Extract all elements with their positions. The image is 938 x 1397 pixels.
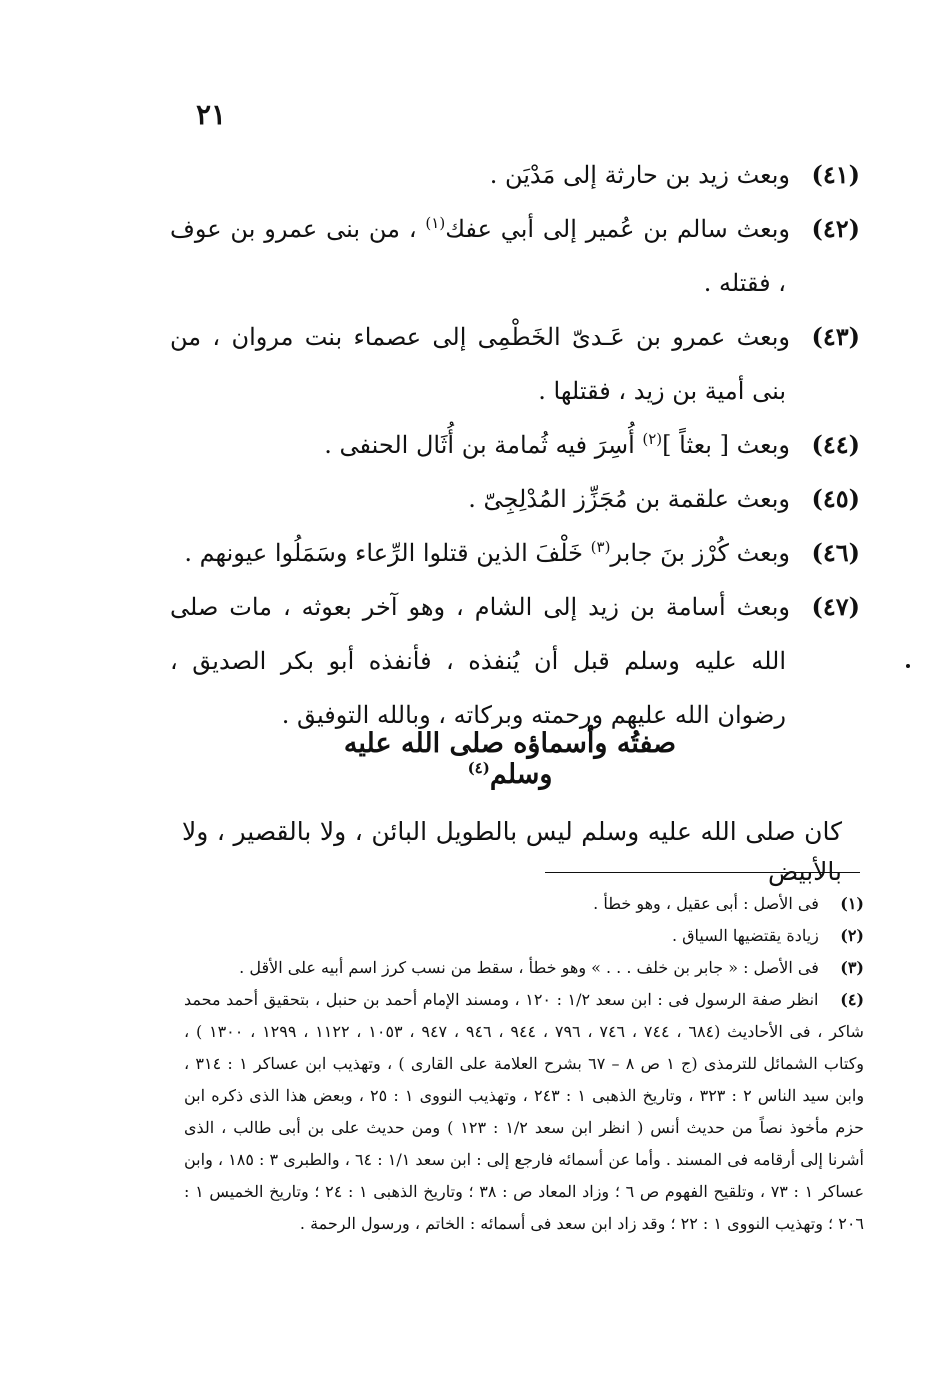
entry-text: وبعث [ بعثاً ] [662,431,790,459]
list-item [170,526,860,580]
footnote-text: فى الأصل : أبى عقيل ، وهو خطأ . [593,894,819,913]
entry-number: (٤٧) [811,592,860,621]
footnotes [184,888,864,1240]
entry-text: وبعث زيد بن حارثة إلى مَدْيَن . [489,161,790,189]
footnote-text: زيادة يقتضيها السياق . [671,926,819,945]
footnote [184,920,864,952]
list-item [170,580,860,742]
footnote [184,888,864,920]
entry-text: وبعث كُرْز بنَ جابر [610,539,790,567]
entry-number: (٤٤) [811,430,860,459]
footnote-ref[interactable]: (٣) [590,538,611,556]
entry-text: وبعث علقمة بن مُجَزِّز المُدْلِجِىّ . [468,485,790,513]
entry-number: (٤٦) [811,538,860,567]
footnote-text: انظر صفة الرسول فى : ابن سعد ١/٢ : ١٢٠ ، ومسند الإمام أحمد بن حنبل ، بتحقيق أحمد محمد شاكر ، فى الأحاديث (٦٨٤ ، ٧٤٤ ، ٧٤٦ ، ٧٩٦ ، ٩٤٤ ، ٩٤٦ ، ٩٤٧ ، ١٠٥٣ ، ١١٢٢ ، ١٢٩٩ ، ١٣٠٠ ) ، وكتاب الشمائل للترمذى (ج ١ ص ٨ – ٦٧ بشرح العلامة على القارى ) ، وتهذيب ابن عساكر ١ : ٣١٤ ، وابن سيد الناس ٢ : ٣٢٣ ، وتاريخ الذهبى ١ : ٢٤٣ ، وتهذيب النووى ١ : ٢٥ ، وبعض هذا الذى ذكره ابن حزم مأخوذ نصاً من حديث أنس ( انظر ابن سعد ١/٢ : ١٢٣ ) ومن حديث على بن أبى طالب ، الذى أشرنا إلى أرقامه فى المسند . وأما عن أسمائه فارجع إلى : ابن سعد ١/١ : ٦٤ ، والطبرى ٣ : ١٨٥ ، وابن عساكر ١ : ٧٣ ، وتلقيح الفهوم ص ٦ ؛ وزاد المعاد ص : ٣٨ ؛ وتاريخ الذهبى ١ : ٢٤ ؛ وتاريخ الخميس ١ : ٢٠٦ ؛ وتهذيب النووى ١ : ٢٢ ؛ وقد زاد ابن سعد فى أسمائه : الخاتم ، ورسول الرحمة . [184,990,865,1233]
list-item [170,418,860,472]
expeditions-list [170,148,860,742]
list-item [170,148,860,202]
footnote-number: (١) [840,894,864,913]
entry-text-continued: خَلْفَ الذين قتلوا الرِّعاء وسَمَلُوا عيونهم . [184,539,583,567]
section-title: صفتُه وأسماؤه صلى الله عليه وسلم [343,728,677,790]
footnote-ref[interactable]: (٤) [467,759,490,777]
footnote-divider [545,872,860,873]
section-paragraph: كان صلى الله عليه وسلم ليس بالطويل البائن ، ولا بالقصير ، ولا بالأبيض [182,817,842,886]
footnote [184,984,864,1240]
entry-number: (٤٣) [811,322,860,351]
footnote-ref[interactable]: (٢) [642,430,663,448]
entry-text-continued: ، من بنى عمرو بن عوف ، فقتله . [170,215,786,297]
list-item [170,472,860,526]
list-item [170,202,860,310]
entry-text-continued: أُسِرَ فيه ثُمامة بن أُثَال الحنفى . [324,431,635,459]
page-number: ٢١ [196,98,227,131]
margin-mark [906,664,910,668]
entry-text: وبعث سالم بن عُمير إلى أبي عفك [445,215,791,243]
section-heading [300,728,720,790]
footnote-number: (٢) [840,926,864,945]
footnote-text: فى الأصل : « جابر بن خلف . . . » وهو خطأ ، سقط من نسب كرز اسم أبيه على الأقل . [239,958,819,977]
footnote-number: (٣) [840,958,864,977]
footnote-number: (٤) [840,990,865,1009]
entry-number: (٤٥) [811,484,860,513]
list-item [170,310,860,418]
entry-text: وبعث أسامة بن زيد إلى الشام ، وهو آخر بعوثه ، مات صلى الله عليه وسلم قبل أن يُنفذه ، فأنفذه أبو بكر الصديق ، رضوان الله عليهم ورحمته وبركاته ، وبالله التوفيق . [170,593,790,729]
entry-number: (٤١) [811,160,860,189]
entry-number: (٤٢) [811,214,861,243]
footnote [184,952,864,984]
entry-text: وبعث عمرو بن عَـدىّ الخَطْمِى إلى عصماء بنت مروان ، من بنى أمية بن زيد ، فقتلها . [170,323,790,405]
footnote-ref[interactable]: (١) [425,214,446,232]
